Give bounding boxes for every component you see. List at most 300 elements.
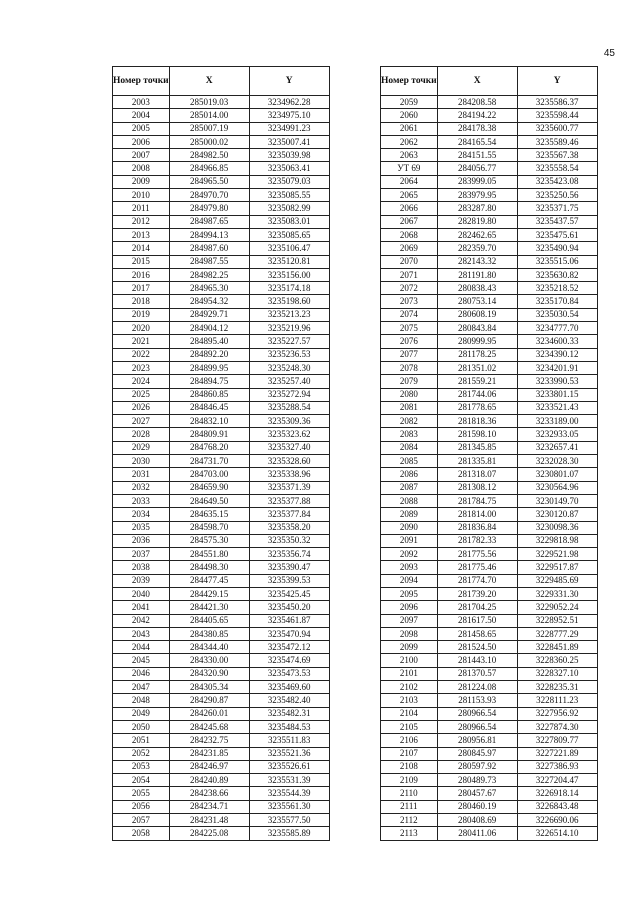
x-coordinate-cell: 284477.45 xyxy=(169,574,249,587)
point-number-cell: 2102 xyxy=(381,681,438,694)
y-coordinate-cell: 3235213.23 xyxy=(249,308,329,321)
y-coordinate-cell: 3229052.24 xyxy=(517,601,597,614)
x-coordinate-cell: 281443.10 xyxy=(437,654,517,667)
point-number-cell: 2011 xyxy=(113,202,170,215)
table-row xyxy=(381,587,598,600)
point-number-cell: 2042 xyxy=(113,614,170,627)
y-coordinate-cell: 3234962.28 xyxy=(249,96,329,109)
table-row xyxy=(381,228,598,241)
y-coordinate-cell: 3235474.69 xyxy=(249,654,329,667)
x-coordinate-cell: 281559.21 xyxy=(437,375,517,388)
table-row xyxy=(381,720,598,733)
y-coordinate-cell: 3230801.07 xyxy=(517,468,597,481)
y-coordinate-cell: 3227386.93 xyxy=(517,760,597,773)
table-row xyxy=(381,614,598,627)
x-coordinate-cell: 285014.00 xyxy=(169,109,249,122)
x-coordinate-cell: 284846.45 xyxy=(169,401,249,414)
x-coordinate-cell: 281345.85 xyxy=(437,441,517,454)
point-number-cell: 2007 xyxy=(113,149,170,162)
point-number-cell: 2106 xyxy=(381,734,438,747)
table-row xyxy=(113,468,330,481)
table-row xyxy=(381,242,598,255)
point-number-cell: 2084 xyxy=(381,441,438,454)
point-number-cell: 2036 xyxy=(113,534,170,547)
y-coordinate-cell: 3228327.10 xyxy=(517,667,597,680)
table-header-row xyxy=(113,67,330,96)
y-coordinate-cell: 3235526.61 xyxy=(249,760,329,773)
table-row xyxy=(113,242,330,255)
y-coordinate-cell: 3227809.77 xyxy=(517,734,597,747)
y-coordinate-cell: 3233990.53 xyxy=(517,375,597,388)
y-coordinate-cell: 3229521.98 xyxy=(517,548,597,561)
point-number-cell: 2088 xyxy=(381,494,438,507)
point-number-cell: 2097 xyxy=(381,614,438,627)
point-number-cell: 2052 xyxy=(113,747,170,760)
x-coordinate-cell: 284232.75 xyxy=(169,734,249,747)
table-row xyxy=(113,561,330,574)
x-coordinate-cell: 284240.89 xyxy=(169,774,249,787)
point-number-cell: 2012 xyxy=(113,215,170,228)
x-coordinate-cell: 281224.08 xyxy=(437,681,517,694)
table-row xyxy=(381,654,598,667)
point-number-cell: 2070 xyxy=(381,255,438,268)
point-number-cell: 2086 xyxy=(381,468,438,481)
x-coordinate-cell: 284731.70 xyxy=(169,455,249,468)
x-coordinate-cell: 284575.30 xyxy=(169,534,249,547)
table-row xyxy=(113,96,330,109)
point-number-cell: 2108 xyxy=(381,760,438,773)
table-row xyxy=(113,441,330,454)
y-coordinate-cell: 3235309.36 xyxy=(249,415,329,428)
y-coordinate-cell: 3226843.48 xyxy=(517,800,597,813)
x-coordinate-cell: 284987.55 xyxy=(169,255,249,268)
table-row xyxy=(381,428,598,441)
table-row xyxy=(113,720,330,733)
table-row xyxy=(113,109,330,122)
point-number-cell: 2039 xyxy=(113,574,170,587)
table-row xyxy=(113,574,330,587)
table-row xyxy=(113,774,330,787)
y-coordinate-cell: 3235377.88 xyxy=(249,494,329,507)
y-coordinate-cell: 3235039.98 xyxy=(249,149,329,162)
y-coordinate-cell: 3235248.30 xyxy=(249,361,329,374)
x-coordinate-cell: 284231.48 xyxy=(169,814,249,827)
point-number-cell: 2080 xyxy=(381,388,438,401)
x-coordinate-cell: 284320.90 xyxy=(169,667,249,680)
x-coordinate-cell: 284405.65 xyxy=(169,614,249,627)
y-coordinate-cell: 3235083.01 xyxy=(249,215,329,228)
table-row xyxy=(381,308,598,321)
table-row xyxy=(113,481,330,494)
y-coordinate-cell: 3232028.30 xyxy=(517,455,597,468)
y-coordinate-cell: 3235218.52 xyxy=(517,282,597,295)
x-coordinate-cell: 280843.84 xyxy=(437,322,517,335)
x-coordinate-cell: 284234.71 xyxy=(169,800,249,813)
point-number-cell: 2109 xyxy=(381,774,438,787)
point-number-cell: 2024 xyxy=(113,375,170,388)
x-coordinate-cell: 284965.30 xyxy=(169,282,249,295)
point-number-cell: 2101 xyxy=(381,667,438,680)
y-coordinate-cell: 3235371.39 xyxy=(249,481,329,494)
header-x: X xyxy=(437,67,517,96)
x-coordinate-cell: 284225.08 xyxy=(169,827,249,840)
point-number-cell: 2025 xyxy=(113,388,170,401)
point-number-cell: 2096 xyxy=(381,601,438,614)
table-row xyxy=(381,561,598,574)
point-number-cell: 2093 xyxy=(381,561,438,574)
y-coordinate-cell: 3235219.96 xyxy=(249,322,329,335)
y-coordinate-cell: 3226514.10 xyxy=(517,827,597,840)
table-row xyxy=(113,335,330,348)
x-coordinate-cell: 280845.97 xyxy=(437,747,517,760)
x-coordinate-cell: 284231.85 xyxy=(169,747,249,760)
table-row xyxy=(113,548,330,561)
page-number: 45 xyxy=(603,48,615,59)
x-coordinate-cell: 284982.25 xyxy=(169,268,249,281)
y-coordinate-cell: 3235630.82 xyxy=(517,268,597,281)
point-number-cell: 2049 xyxy=(113,707,170,720)
table-row xyxy=(381,760,598,773)
y-coordinate-cell: 3232657.41 xyxy=(517,441,597,454)
table-row xyxy=(381,468,598,481)
point-number-cell: 2068 xyxy=(381,228,438,241)
point-number-cell: 2095 xyxy=(381,587,438,600)
x-coordinate-cell: 281351.02 xyxy=(437,361,517,374)
table-row xyxy=(113,228,330,241)
point-number-cell: 2099 xyxy=(381,641,438,654)
table-row xyxy=(113,388,330,401)
y-coordinate-cell: 3229331.30 xyxy=(517,587,597,600)
point-number-cell: 2014 xyxy=(113,242,170,255)
x-coordinate-cell: 284892.20 xyxy=(169,348,249,361)
point-number-cell: 2020 xyxy=(113,322,170,335)
x-coordinate-cell: 283287.80 xyxy=(437,202,517,215)
y-coordinate-cell: 3227204.47 xyxy=(517,774,597,787)
y-coordinate-cell: 3235531.39 xyxy=(249,774,329,787)
x-coordinate-cell: 284832.10 xyxy=(169,415,249,428)
table-row xyxy=(381,800,598,813)
x-coordinate-cell: 284245.68 xyxy=(169,720,249,733)
x-coordinate-cell: 281836.84 xyxy=(437,521,517,534)
table-row xyxy=(381,215,598,228)
x-coordinate-cell: 280999.95 xyxy=(437,335,517,348)
point-number-cell: 2013 xyxy=(113,228,170,241)
point-number-cell: 2022 xyxy=(113,348,170,361)
point-number-cell: 2021 xyxy=(113,335,170,348)
y-coordinate-cell: 3235544.39 xyxy=(249,787,329,800)
table-row xyxy=(113,135,330,148)
y-coordinate-cell: 3235423.08 xyxy=(517,175,597,188)
x-coordinate-cell: 284290.87 xyxy=(169,694,249,707)
y-coordinate-cell: 3235589.46 xyxy=(517,135,597,148)
x-coordinate-cell: 284860.85 xyxy=(169,388,249,401)
x-coordinate-cell: 281524.50 xyxy=(437,641,517,654)
table-row xyxy=(113,707,330,720)
table-row xyxy=(381,175,598,188)
table-row xyxy=(381,774,598,787)
y-coordinate-cell: 3235399.53 xyxy=(249,574,329,587)
y-coordinate-cell: 3226918.14 xyxy=(517,787,597,800)
point-number-cell: 2054 xyxy=(113,774,170,787)
point-number-cell: 2094 xyxy=(381,574,438,587)
y-coordinate-cell: 3235257.40 xyxy=(249,375,329,388)
point-number-cell: 2078 xyxy=(381,361,438,374)
y-coordinate-cell: 3235521.36 xyxy=(249,747,329,760)
table-row xyxy=(381,282,598,295)
point-number-cell: 2010 xyxy=(113,189,170,202)
x-coordinate-cell: 284305.34 xyxy=(169,681,249,694)
table-row xyxy=(113,295,330,308)
y-coordinate-cell: 3233189.00 xyxy=(517,415,597,428)
y-coordinate-cell: 3229517.87 xyxy=(517,561,597,574)
point-number-cell: 2069 xyxy=(381,242,438,255)
table-row xyxy=(113,255,330,268)
coordinates-table-right xyxy=(380,66,598,841)
table-row xyxy=(381,694,598,707)
x-coordinate-cell: 281598.10 xyxy=(437,428,517,441)
point-number-cell: 2100 xyxy=(381,654,438,667)
table-row xyxy=(113,494,330,507)
header-point-number: Номер точки xyxy=(113,67,170,96)
point-number-cell: 2105 xyxy=(381,720,438,733)
x-coordinate-cell: 281775.46 xyxy=(437,561,517,574)
point-number-cell: 2064 xyxy=(381,175,438,188)
point-number-cell: 2092 xyxy=(381,548,438,561)
x-coordinate-cell: 284894.75 xyxy=(169,375,249,388)
table-row xyxy=(381,521,598,534)
x-coordinate-cell: 281784.75 xyxy=(437,494,517,507)
point-number-cell: 2053 xyxy=(113,760,170,773)
table-row xyxy=(381,814,598,827)
x-coordinate-cell: 284344.40 xyxy=(169,641,249,654)
y-coordinate-cell: 3235475.61 xyxy=(517,228,597,241)
x-coordinate-cell: 281782.33 xyxy=(437,534,517,547)
point-number-cell: 2043 xyxy=(113,627,170,640)
y-coordinate-cell: 3234201.91 xyxy=(517,361,597,374)
x-coordinate-cell: 284238.66 xyxy=(169,787,249,800)
y-coordinate-cell: 3235236.53 xyxy=(249,348,329,361)
header-y: Y xyxy=(249,67,329,96)
y-coordinate-cell: 3235482.40 xyxy=(249,694,329,707)
table-row xyxy=(381,109,598,122)
point-number-cell: 2091 xyxy=(381,534,438,547)
x-coordinate-cell: 282819.80 xyxy=(437,215,517,228)
table-row xyxy=(381,508,598,521)
table-row xyxy=(381,135,598,148)
table-row xyxy=(113,282,330,295)
x-coordinate-cell: 284703.00 xyxy=(169,468,249,481)
y-coordinate-cell: 3230149.70 xyxy=(517,494,597,507)
table-header-row xyxy=(381,67,598,96)
table-row xyxy=(113,587,330,600)
y-coordinate-cell: 3228360.25 xyxy=(517,654,597,667)
point-number-cell: 2061 xyxy=(381,122,438,135)
x-coordinate-cell: 284965.50 xyxy=(169,175,249,188)
y-coordinate-cell: 3228235.31 xyxy=(517,681,597,694)
x-coordinate-cell: 280460.19 xyxy=(437,800,517,813)
x-coordinate-cell: 284994.13 xyxy=(169,228,249,241)
table-row xyxy=(381,322,598,335)
y-coordinate-cell: 3234390.12 xyxy=(517,348,597,361)
x-coordinate-cell: 284979.80 xyxy=(169,202,249,215)
point-number-cell: 2058 xyxy=(113,827,170,840)
table-row xyxy=(381,627,598,640)
point-number-cell: 2047 xyxy=(113,681,170,694)
x-coordinate-cell: 285000.02 xyxy=(169,135,249,148)
point-number-cell: 2034 xyxy=(113,508,170,521)
x-coordinate-cell: 280608.19 xyxy=(437,308,517,321)
point-number-cell: 2015 xyxy=(113,255,170,268)
y-coordinate-cell: 3235577.50 xyxy=(249,814,329,827)
x-coordinate-cell: 284246.97 xyxy=(169,760,249,773)
y-coordinate-cell: 3235106.47 xyxy=(249,242,329,255)
x-coordinate-cell: 281775.56 xyxy=(437,548,517,561)
table-row xyxy=(113,415,330,428)
point-number-cell: 2027 xyxy=(113,415,170,428)
point-number-cell: 2028 xyxy=(113,428,170,441)
point-number-cell: 2079 xyxy=(381,375,438,388)
x-coordinate-cell: 282359.70 xyxy=(437,242,517,255)
point-number-cell: 2076 xyxy=(381,335,438,348)
x-coordinate-cell: 284809.91 xyxy=(169,428,249,441)
x-coordinate-cell: 285019.03 xyxy=(169,96,249,109)
table-row xyxy=(381,534,598,547)
y-coordinate-cell: 3233801.15 xyxy=(517,388,597,401)
x-coordinate-cell: 280489.73 xyxy=(437,774,517,787)
x-coordinate-cell: 281308.12 xyxy=(437,481,517,494)
y-coordinate-cell: 3235473.53 xyxy=(249,667,329,680)
x-coordinate-cell: 284987.60 xyxy=(169,242,249,255)
y-coordinate-cell: 3235358.20 xyxy=(249,521,329,534)
x-coordinate-cell: 280411.06 xyxy=(437,827,517,840)
point-number-cell: 2059 xyxy=(381,96,438,109)
table-row xyxy=(113,681,330,694)
x-coordinate-cell: 281318.07 xyxy=(437,468,517,481)
table-row xyxy=(113,814,330,827)
header-y: Y xyxy=(517,67,597,96)
x-coordinate-cell: 284659.90 xyxy=(169,481,249,494)
point-number-cell: 2048 xyxy=(113,694,170,707)
x-coordinate-cell: 284194.22 xyxy=(437,109,517,122)
x-coordinate-cell: 283979.95 xyxy=(437,189,517,202)
table-row xyxy=(113,122,330,135)
y-coordinate-cell: 3235030.54 xyxy=(517,308,597,321)
table-row xyxy=(381,601,598,614)
table-row xyxy=(113,641,330,654)
y-coordinate-cell: 3227874.30 xyxy=(517,720,597,733)
point-number-cell: 2090 xyxy=(381,521,438,534)
point-number-cell: 2083 xyxy=(381,428,438,441)
point-number-cell: 2110 xyxy=(381,787,438,800)
table-row xyxy=(113,322,330,335)
point-number-cell: 2062 xyxy=(381,135,438,148)
x-coordinate-cell: 281744.06 xyxy=(437,388,517,401)
x-coordinate-cell: 281818.36 xyxy=(437,415,517,428)
table-row xyxy=(113,654,330,667)
y-coordinate-cell: 3234777.70 xyxy=(517,322,597,335)
y-coordinate-cell: 3235600.77 xyxy=(517,122,597,135)
table-row xyxy=(113,521,330,534)
x-coordinate-cell: 280597.92 xyxy=(437,760,517,773)
y-coordinate-cell: 3229818.98 xyxy=(517,534,597,547)
x-coordinate-cell: 282143.32 xyxy=(437,255,517,268)
table-row xyxy=(381,734,598,747)
table-row xyxy=(113,734,330,747)
table-row xyxy=(113,149,330,162)
y-coordinate-cell: 3235250.56 xyxy=(517,189,597,202)
x-coordinate-cell: 281739.20 xyxy=(437,587,517,600)
table-row xyxy=(113,800,330,813)
y-coordinate-cell: 3230564.96 xyxy=(517,481,597,494)
table-row xyxy=(381,96,598,109)
y-coordinate-cell: 3228111.23 xyxy=(517,694,597,707)
x-coordinate-cell: 284768.20 xyxy=(169,441,249,454)
table-row xyxy=(113,534,330,547)
x-coordinate-cell: 281335.81 xyxy=(437,455,517,468)
point-number-cell: 2037 xyxy=(113,548,170,561)
table-row xyxy=(113,747,330,760)
point-number-cell: 2113 xyxy=(381,827,438,840)
y-coordinate-cell: 3234600.33 xyxy=(517,335,597,348)
table-row xyxy=(381,441,598,454)
y-coordinate-cell: 3235272.94 xyxy=(249,388,329,401)
table-row xyxy=(113,308,330,321)
x-coordinate-cell: 284421.30 xyxy=(169,601,249,614)
table-row xyxy=(381,348,598,361)
table-row xyxy=(113,694,330,707)
point-number-cell: 2075 xyxy=(381,322,438,335)
table-row xyxy=(381,122,598,135)
y-coordinate-cell: 3235450.20 xyxy=(249,601,329,614)
point-number-cell: 2009 xyxy=(113,175,170,188)
x-coordinate-cell: 281178.25 xyxy=(437,348,517,361)
table-row xyxy=(381,375,598,388)
x-coordinate-cell: 280408.69 xyxy=(437,814,517,827)
table-row xyxy=(113,189,330,202)
point-number-cell: 2063 xyxy=(381,149,438,162)
table-row xyxy=(113,175,330,188)
y-coordinate-cell: 3234991.23 xyxy=(249,122,329,135)
table-row xyxy=(113,508,330,521)
x-coordinate-cell: 284635.15 xyxy=(169,508,249,521)
table-row xyxy=(113,348,330,361)
point-number-cell: 2103 xyxy=(381,694,438,707)
point-number-cell: 2035 xyxy=(113,521,170,534)
point-number-cell: 2073 xyxy=(381,295,438,308)
x-coordinate-cell: 284982.50 xyxy=(169,149,249,162)
point-number-cell: 2085 xyxy=(381,455,438,468)
y-coordinate-cell: 3230120.87 xyxy=(517,508,597,521)
point-number-cell: 2077 xyxy=(381,348,438,361)
header-point-number: Номер точки xyxy=(381,67,438,96)
x-coordinate-cell: 280966.54 xyxy=(437,707,517,720)
point-number-cell: 2046 xyxy=(113,667,170,680)
table-row xyxy=(381,455,598,468)
x-coordinate-cell: 284966.85 xyxy=(169,162,249,175)
point-number-cell: 2016 xyxy=(113,268,170,281)
table-row xyxy=(381,747,598,760)
x-coordinate-cell: 284498.30 xyxy=(169,561,249,574)
y-coordinate-cell: 3235469.60 xyxy=(249,681,329,694)
table-row xyxy=(381,494,598,507)
y-coordinate-cell: 3235567.38 xyxy=(517,149,597,162)
table-row xyxy=(113,215,330,228)
point-number-cell: 2018 xyxy=(113,295,170,308)
y-coordinate-cell: 3235356.74 xyxy=(249,548,329,561)
x-coordinate-cell: 282462.65 xyxy=(437,228,517,241)
y-coordinate-cell: 3235085.65 xyxy=(249,228,329,241)
point-number-cell: 2045 xyxy=(113,654,170,667)
